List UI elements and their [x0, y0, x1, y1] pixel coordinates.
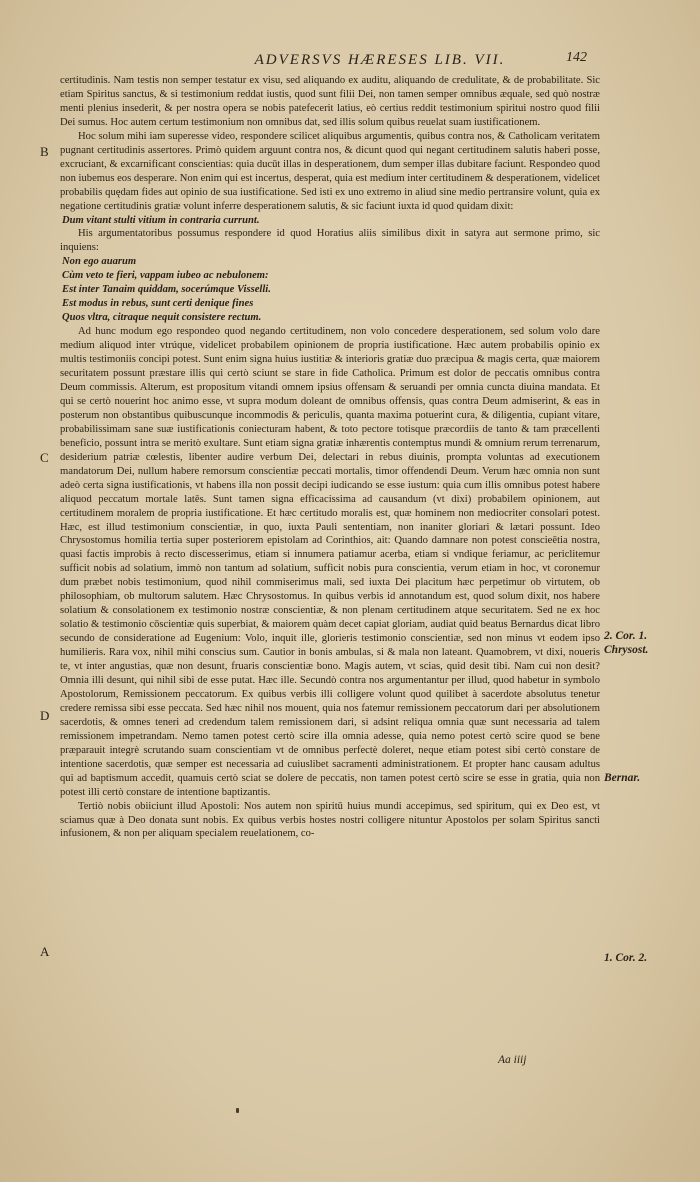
verse-line-1: Dum vitant stulti vitium in contraria currunt. — [62, 214, 260, 226]
folio-number: 142 — [566, 50, 587, 65]
margin-letter-c: C — [40, 450, 49, 465]
paragraph-3: His argumentatoribus possumus respondere id quod Horatius aliis similibus dixit in satyra aut sermone primo, sic inquiens: — [60, 228, 600, 254]
running-title: ADVERSVS HÆRESES LIB. VII. — [254, 52, 506, 68]
paragraph-2: Hoc solum mihi iam superesse video, respondere scilicet aliquibus argumentis, quibus contra nos, & Catholicam veritatem pugnant certitudinis assertores. Primò quidem arguunt contra nos, & dicunt quod qui negant certitudinem salutis haberi posse, excruciant, & excarnificant conscientias: quia ducūt illas in desperationem, dum semper illas dubitare faciunt. Respondeo quod non iubemus eos desperare. Non enim qui est incertus, desperat, quia est medium inter certitudinem & desperationem, videlicet probabilis quędam fides aut opinio de sua iustificatione. Sed isti ex uno extremo in aliud sine medio pertransire volunt, quia ex negatione certitudinis gratiæ volunt inferre desperationem salutis, & sic faciunt iuxta id quod quidam dixit: — [60, 130, 600, 212]
margin-note-2cor1: 2. Cor. 1. — [604, 630, 648, 642]
verse-line-2: Non ego auarum — [62, 256, 137, 268]
margin-letter-b: B — [40, 144, 49, 159]
catchword: Aa iiij — [498, 1054, 527, 1066]
paragraph-1: certitudinis. Nam testis non semper testatur ex visu, sed aliquando ex auditu, aliquando de credulitate, & de probabilitate. Sic etiam Spiritus sanctus, & si testimonium reddat iustis, quod sunt filii Dei, non tamen semper omnibus æquale, sed quò nostræ menti plenius insederit, & per nostra opera se nobis patefecerit latius, eò certius reddit testimonium spiritui nostro quod filii Dei sumus. Hoc autem certum testimonium non omnibus dat, sed illis solum quibus reuelat suam iustificationem. — [60, 75, 600, 128]
verse-line-4: Est inter Tanaim quiddam, socerúmque Visselli. — [62, 284, 271, 296]
main-text-block — [60, 74, 600, 841]
paragraph-5: Tertiò nobis obiiciunt illud Apostoli: Nos autem non spiritū huius mundi accepimus, sed spiritum, qui ex Deo est, vt sciamus quæ à Deo donata sunt nobis. Ex quibus verbis hostes nostri colligere nituntur Apostolos per solam Spiritus sancti infusionem, & non per aliquam specialem reuelationem, co- — [60, 800, 600, 840]
verse-line-3: Cùm veto te fieri, vappam iubeo ac nebulonem: — [62, 270, 269, 282]
ink-speck — [236, 1108, 239, 1113]
margin-note-chrysost: Chrysost. — [604, 644, 649, 656]
verse-line-5: Est modus in rebus, sunt certi denique fines — [62, 298, 254, 310]
paragraph-4: Ad hunc modum ego respondeo quod negando certitudinem, non volo concedere desperationem, sed solum volo dare medium aliquod inter vtrúque, videlicet probabilem opinionem de propria iustificatione. Hæc autem probabilis opinio ex multis testimoniis concipi potest. Sunt enim signa huius iustitiæ & interioris gratiæ duo præcipua & magis certa, quæ maiorem securitatem possunt præstare illis qui certò sciunt se stare in fide Catholica. Primum est dolor de peccatis omnibus contra Deum commissis. Alterum, est propositum vitandi omnem ipsius offensam & seruandi per omnia cuncta diuina mandata. Et qui se certò nouerint hoc animo esse, vt supra modum doleant de omnibus offensis, quas contra Deum admiserint, & eas in posterum non obstantibus quibuscunque incommodis & periculis, quanta maxima potuerint cura, & diligentia, cupiant vitare, probabilissimam sane suæ iustificationis coniecturam habent, & toto pectore totisque præcordiis de tanto & tam præcellenti beneficio, possunt intra se meritò exultare. Sunt etiam signa gratiæ inhærentis contemptus mundi & omnium rerum terrenarum, desiderium patriæ cœlestis, libenter audire verbum Dei, delectari in rebus diuinis, prompta voluntas ad executionem mandatorum Dei, nullum habere remorsum conscientiæ peccati mortalis, timor offendendi Deum. Verum hæc omnia non sunt adeò certa signa iustificationis, vt habens illa non possit decipi iudicando se esse iustum: quia cum illis omnibus potest habere aliquod peccatum mortale latēs. Sunt tamen signa efficacissima ad causandum (vt dixi) probabilem opinionem, aut certitudinem moralem de propria iustificatione. Et hæc certitudo moralis est, quæ hominem non mediocriter consolari potest. Hæc, est illud testimonium conscientiæ, in quo, iuxta Pauli sententiam, non inaniter gloriari & lætari possunt. Ideo Chrysostomus homilia tertia super posteriorem epistolam ad Corinthios, ait: Quando damnare non potest conscieētia nostra, quasi factis improbis à recto discesserimus, etiam si innumera patiamur acerba, etiam si vndique feriamur, ac periclitemur sufficit nobis ad solatium, immò non tantum ad solatium, sufficit nobis pura conscientia, verum etiam in hoc, vt coronemur dum præbet nobis testimonium, quod nihil commiserimus mali, sed iuxta Dei placitum hæc perpetimur ob virtutem, ob philosophiam, ob multorum salutem. Hæc Chrysostomus. In quibus verbis id annotandum est, quod solum dixit, nos habere solatium & consolationem ex testimonio nostræ conscientiæ, & non plenam certitudinem atque securitatem. Sed ne ex hoc solatio & testimonio cōscientiæ quis superbiat, & maiorem quàm decet capiat gloriam, audiat quid beatus Bernardus dicat libro secundo de consideratione ad Eugenium: Volo, inquit ille, glorieris testimonio conscientiæ, sed non minus vt eodem ipso humilieris. Rara vox, nihil mihi conscius sum. Cautior in bonis ambulas, si & mala non lateant. Quamobrem, vt dixi, noueris te, vt inter angustias, quæ non desunt, fruaris conscientiæ bono. Magis autem, vt scias, quid desit tibi. Nam cui non desit? Omnia illi desunt, qui nihil sibi de esse putat. Hæc ille. Secundò contra nos argumentantur per illud, quod habetur in symbolo Apostolorum, Remissionem peccatorum. Ex quibus verbis illi colligere volunt quod quilibet à sacerdote absolutus tenetur credere remissa sibi esse peccata. Sed hæc nihil nos mouent, quia nos fatemur remissionem peccatorum dari per absolutionem sacerdotis, & omnes teneri ad credendum talem remissionem dari, si adsint reliqua omnia quæ sunt necessaria ad talem remissionem impetrandam. Nemo tamen potest certò scire illa omnia adesse, quia nemo potest certò scire quod se bene præparauit integrè scrutando suam conscientiam vt de omnibus perfectè doleret, neque etiam potest sibi certò constare de intentione sacerdotis, quæ semper est necessaria ad cuiuslibet sacramenti administrationem. Et propter hanc causam adultus qui ad baptismum accedit, quamuis certò sciat se dolere de peccatis, non tamen potest certò scire se esse in gratia, quia non potest illi certò constare de intentione baptizantis. — [60, 326, 600, 798]
verse-line-6: Quos vltra, citraque nequit consistere rectum. — [62, 312, 262, 324]
margin-note-bernar: Bernar. — [604, 772, 641, 784]
margin-letter-a: A — [40, 944, 50, 959]
margin-note-1cor2: 1. Cor. 2. — [604, 952, 648, 964]
margin-letter-d: D — [40, 708, 50, 723]
